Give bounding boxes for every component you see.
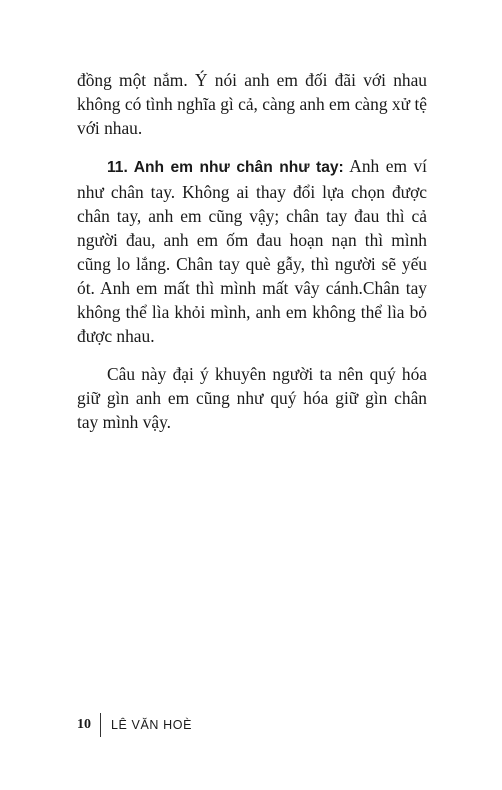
running-head-author: LÊ VĂN HOÈ [111, 718, 193, 732]
paragraph-summary: Câu này đại ý khuyên người ta nên quý hóa giữ gìn anh em cũng như quý hóa giữ gìn chân tay mình vậy. [77, 364, 427, 432]
paragraph-gap [77, 140, 427, 154]
proverb-heading: 11. Anh em như chân như tay: [107, 159, 344, 176]
proverb-text: Anh em ví như chân tay. Không ai thay đổi lựa chọn được chân tay, anh em cũng vậy; chân tay đau thì cả người đau, anh em ốm đau hoạn nạn thì mình cũng lo lắng. Chân tay què gẫy, thì người sẽ yếu ót. Anh em mất thì mình mất vây cánh.Chân tay không thể lìa khỏi mình, anh em không thể lìa bỏ được nhau. [77, 156, 427, 346]
page-footer [77, 712, 192, 738]
page-body [77, 68, 427, 434]
page-number: 10 [77, 717, 91, 732]
paragraph-continuation: đồng một nắm. Ý nói anh em đối đãi với nhau không có tình nghĩa gì cả, càng anh em càng xử tệ với nhau. [77, 70, 427, 138]
paragraph-gap [77, 348, 427, 362]
footer-divider [100, 713, 101, 737]
paragraph-proverb-11 [77, 154, 427, 348]
